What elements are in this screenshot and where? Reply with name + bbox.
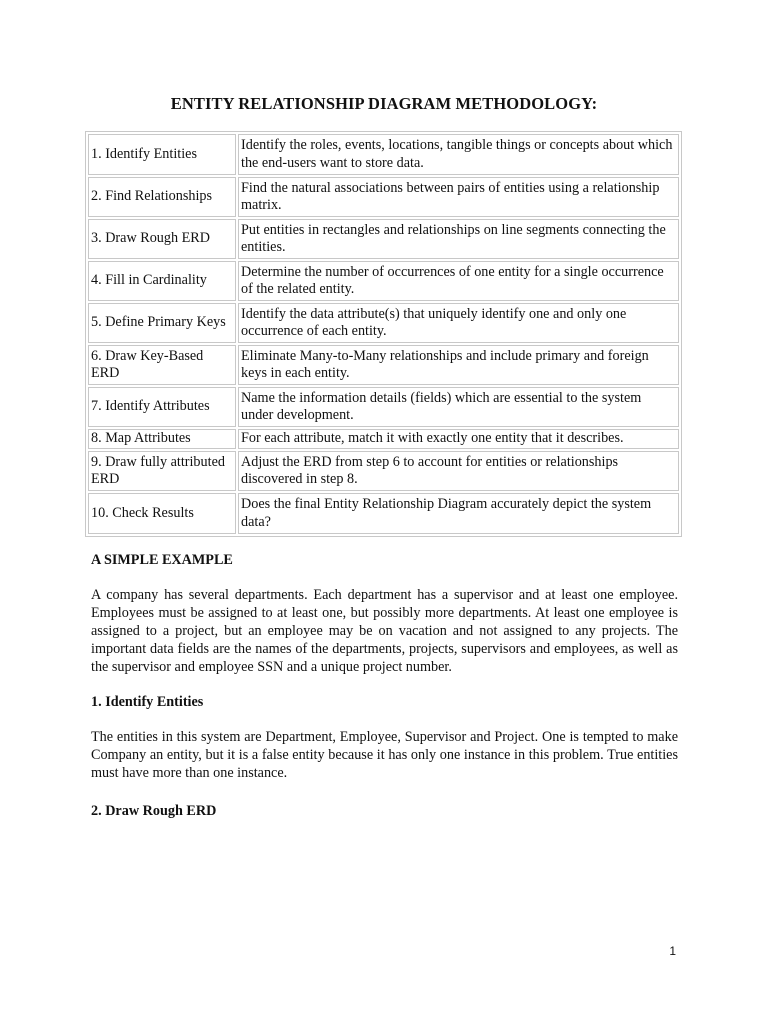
table-row (88, 177, 679, 217)
table-row (88, 219, 679, 259)
identify-section (91, 693, 678, 711)
step-description-cell: Determine the number of occurrences of one entity for a single occurrence of the related entity. (238, 261, 679, 301)
table-row (88, 345, 679, 385)
table-row (88, 493, 679, 534)
example-heading: A SIMPLE EXAMPLE (91, 552, 233, 568)
step-description-cell: Name the information details (fields) which are essential to the system under development. (238, 387, 679, 427)
table-row (88, 387, 679, 427)
step-name-cell: 1. Identify Entities (88, 134, 236, 175)
table-row (88, 429, 679, 449)
step-description-cell: Adjust the ERD from step 6 to account for entities or relationships discovered in step 8. (238, 451, 679, 491)
step-description-cell: Find the natural associations between pairs of entities using a relationship matrix. (238, 177, 679, 217)
methodology-table (85, 131, 682, 537)
step-description-cell: For each attribute, match it with exactly one entity that it describes. (238, 429, 679, 449)
draw-rough-erd-heading: 2. Draw Rough ERD (91, 803, 217, 819)
step-name-cell: 2. Find Relationships (88, 177, 236, 217)
step-name-cell: 4. Fill in Cardinality (88, 261, 236, 301)
step-name-cell: 3. Draw Rough ERD (88, 219, 236, 259)
example-paragraph: A company has several departments. Each department has a supervisor and at least one employee. Employees must be assigned to at least one, but possibly more departments. At least one employee is assigned to a project, but an employee may be on vacation and not assigned to any projects. The important data fields are the names of the departments, projects, supervisors and employees, as well as the supervisor and employee SSN and a unique project number. (91, 587, 678, 675)
identify-entities-paragraph: The entities in this system are Department, Employee, Supervisor and Project. One is tempted to make Company an entity, but it is a false entity because it has only one instance in this problem. True entities must have more than one instance. (91, 729, 678, 781)
step-name-cell: 6. Draw Key-Based ERD (88, 345, 236, 385)
table-row (88, 303, 679, 343)
page-number: 1 (669, 944, 676, 958)
step-description-cell: Identify the data attribute(s) that uniquely identify one and only one occurrence of each entity. (238, 303, 679, 343)
identify-body (91, 728, 678, 782)
step-name-cell: 9. Draw fully attributed ERD (88, 451, 236, 491)
step-description-cell: Put entities in rectangles and relationships on line segments connecting the entities. (238, 219, 679, 259)
identify-entities-heading: 1. Identify Entities (91, 694, 204, 710)
step-description-cell: Does the final Entity Relationship Diagram accurately depict the system data? (238, 493, 679, 534)
table-row (88, 261, 679, 301)
table-row (88, 134, 679, 175)
step-description-cell: Identify the roles, events, locations, tangible things or concepts about which the end-users want to store data. (238, 134, 679, 175)
example-section (91, 551, 678, 569)
table-row (88, 451, 679, 491)
step-description-cell: Eliminate Many-to-Many relationships and include primary and foreign keys in each entity. (238, 345, 679, 385)
step-name-cell: 8. Map Attributes (88, 429, 236, 449)
draw-rough-section (91, 802, 678, 820)
step-name-cell: 10. Check Results (88, 493, 236, 534)
step-name-cell: 7. Identify Attributes (88, 387, 236, 427)
example-body (91, 586, 678, 676)
step-name-cell: 5. Define Primary Keys (88, 303, 236, 343)
page-title: ENTITY RELATIONSHIP DIAGRAM METHODOLOGY: (170, 94, 598, 113)
